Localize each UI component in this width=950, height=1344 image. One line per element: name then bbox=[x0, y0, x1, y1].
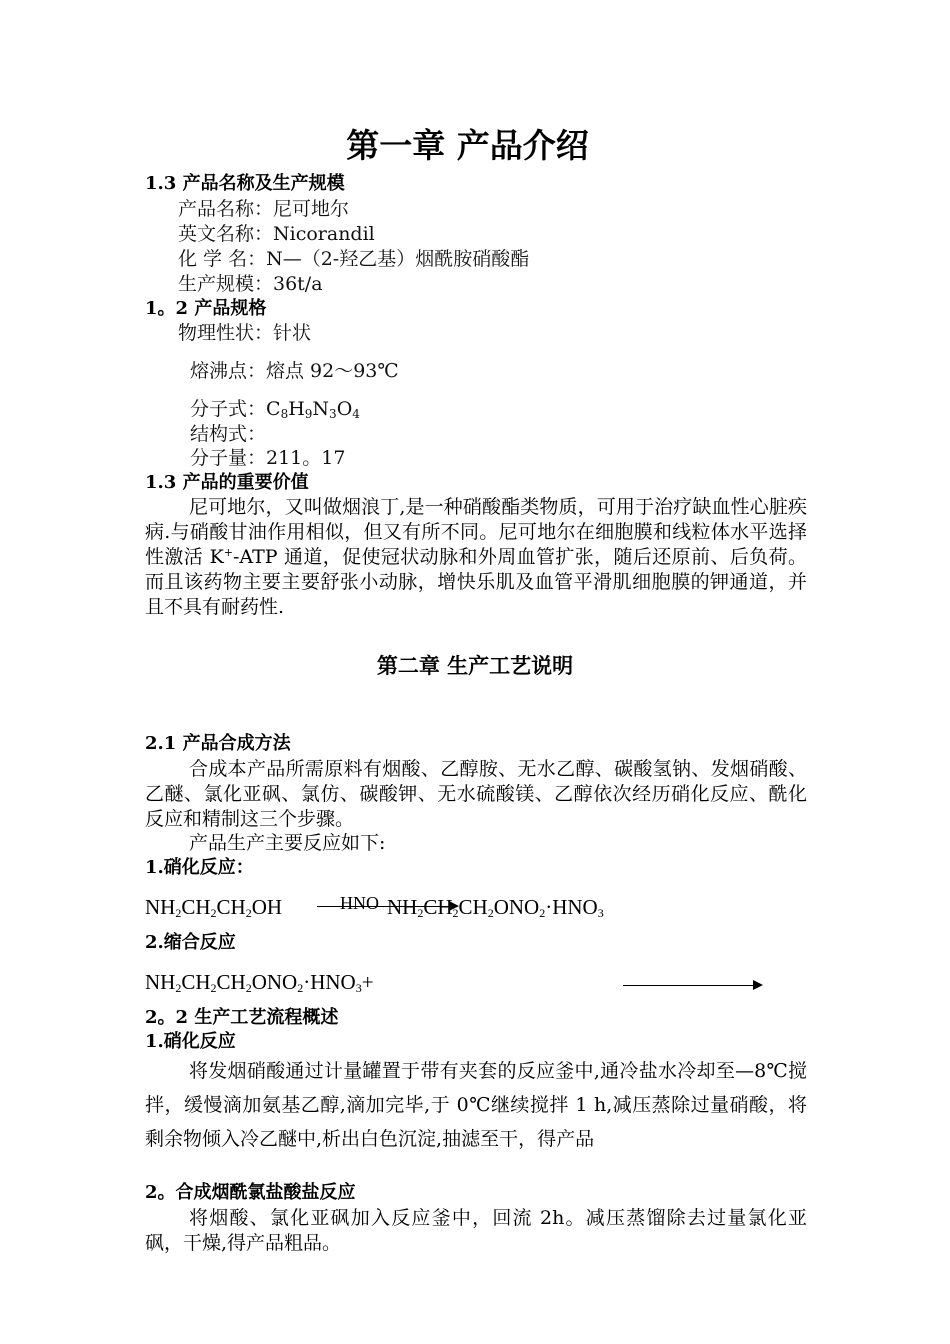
reaction-1-reactant: $NH_2CH_2CH_2OH$ bbox=[145, 895, 283, 920]
reaction-1-reagent: HNO bbox=[340, 893, 379, 913]
reaction-2-heading: 2.缩合反应 bbox=[145, 932, 236, 953]
chemical-name: 化 学 名：N—（2-羟乙基）烟酰胺硝酸酯 bbox=[178, 248, 530, 270]
synthesis-paragraph: 合成本产品所需原料有烟酸、乙醇胺、无水乙醇、碳酸氢钠、发烟硝酸、乙醚、氯化亚砜、氯仿、碳酸钾、无水硫酸镁、乙醇依次经历硝化反应、酰化反应和精制这三个步骤。 bbox=[145, 758, 807, 830]
process-step-1-heading: 1.硝化反应 bbox=[145, 1031, 236, 1052]
process-step-2-heading: 2。合成烟酰氯盐酸盐反应 bbox=[145, 1182, 356, 1203]
production-scale: 生产规模：36t/a bbox=[178, 273, 323, 295]
section-heading-synthesis: 2.1 产品合成方法 bbox=[145, 733, 291, 754]
chapter-1-title: 第一章 产品介绍 bbox=[346, 126, 589, 165]
reaction-1-heading: 1.硝化反应： bbox=[145, 857, 254, 878]
section-heading-spec: 1。2 产品规格 bbox=[145, 298, 267, 319]
product-name: 产品名称：尼可地尔 bbox=[178, 198, 350, 220]
section-heading-name-scale: 1.3 产品名称及生产规模 bbox=[145, 173, 345, 194]
value-paragraph: 尼可地尔，又叫做烟浪丁,是一种硝酸酯类物质，可用于治疗缺血性心脏疾病.与硝酸甘油作用相似，但又有所不同。尼可地尔在细胞膜和线粒体水平选择性激活 K+-ATP 通道，促使冠状动脉和外周血管扩张，随后还原前、后负荷。而且该药物主要主要舒张小动脉，增快乐肌及血管平滑肌细胞膜的钾通道，并且不具有耐药性. bbox=[145, 496, 807, 618]
structure-label: 结构式： bbox=[190, 423, 267, 445]
physical-property: 物理性状：针状 bbox=[178, 322, 312, 344]
reactions-intro: 产品生产主要反应如下: bbox=[189, 832, 386, 854]
reaction-2-arrow bbox=[623, 985, 761, 986]
melting-point: 熔沸点：熔点 92～93℃ bbox=[190, 360, 399, 382]
chapter-2-title: 第二章 生产工艺说明 bbox=[376, 654, 574, 678]
section-heading-process: 2。2 生产工艺流程概述 bbox=[145, 1007, 339, 1028]
section-heading-value: 1.3 产品的重要价值 bbox=[145, 472, 309, 493]
molecular-weight: 分子量：211。17 bbox=[190, 447, 346, 469]
molecular-formula: 分子式：$C_8H_9N_3O_4$ bbox=[190, 398, 360, 421]
reaction-1-product: $NH_2CH_2CH_2ONO_2\cdot HNO_3$ bbox=[387, 895, 604, 920]
english-name: 英文名称：Nicorandil bbox=[178, 223, 375, 245]
process-step-1-paragraph: 将发烟硝酸通过计量罐置于带有夹套的反应釜中,通冷盐水冷却至—8℃搅拌，缓慢滴加氨基乙醇,滴加完毕,于 0℃继续搅拌 1 h,减压蒸除过量硝酸，将剩余物倾入冷乙醚中,析出白色沉淀,抽滤至干，得产品 bbox=[145, 1060, 807, 1150]
reaction-2-reactant: $NH_2CH_2CH_2ONO_2\cdot HNO_3+$ bbox=[145, 970, 374, 995]
process-step-2-paragraph: 将烟酸、氯化亚砜加入反应釜中，回流 2h。减压蒸馏除去过量氯化亚砜，干燥,得产品粗品。 bbox=[145, 1207, 807, 1254]
